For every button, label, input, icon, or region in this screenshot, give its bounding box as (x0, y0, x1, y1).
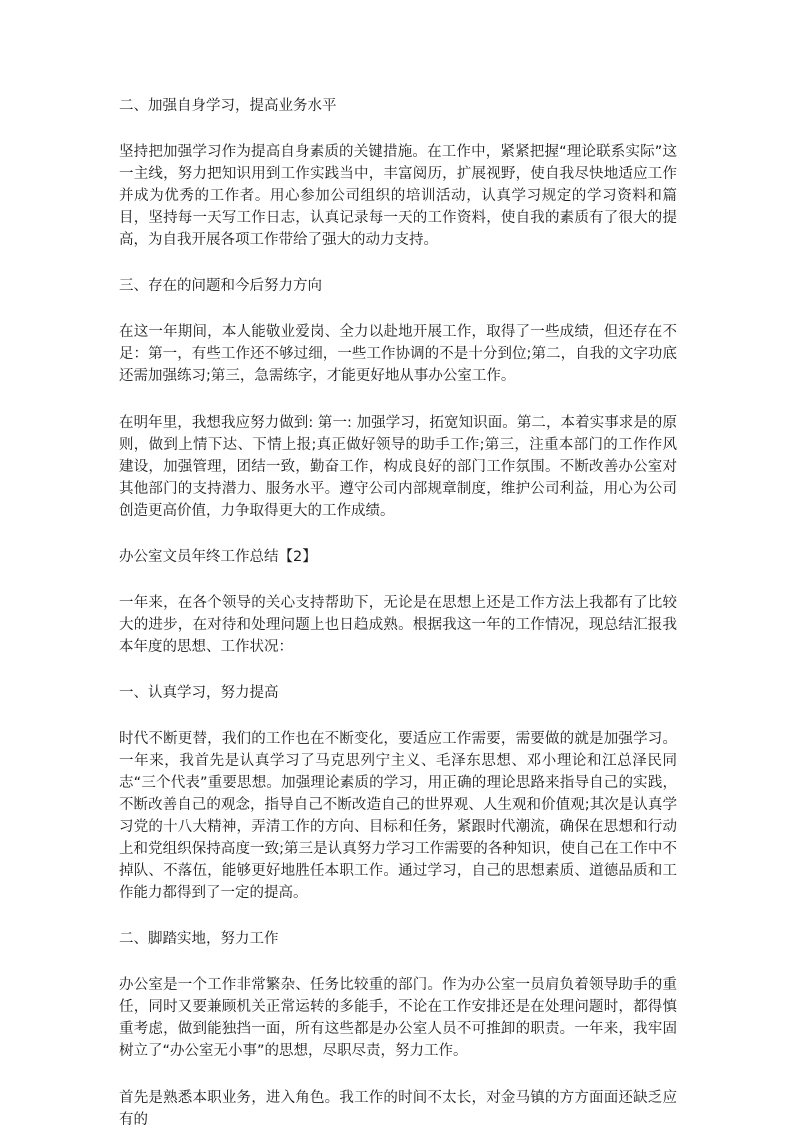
paragraph-intro-summary: 一年来，在各个领导的关心支持帮助下，无论是在思想上还是工作方法上我都有了比较大的进步，在对待和处理问题上也日趋成熟。根据我这一年的工作情况，现总结汇报我本年度的思想、工作状况： (119, 595, 677, 655)
section-heading-problems-direction: 三、存在的问题和今后努力方向 (119, 278, 322, 294)
paragraph-next-year-plan: 在明年里，我想我应努力做到: 第一: 加强学习，拓宽知识面。第二，本着实事求是的原则，做到上情下达、下情上报;真正做好领导的助手工作;第三，注重本部门的工作作风建设，加强管理，团结一致，勤奋工作，构成良好的部门工作氛围。不断改善办公室对其他部门的支持潜力、服务水平。遵守公司内部规章制度，维护公司利益，用心为公司创造更高价值，力争取得更大的工作成绩。 (119, 415, 677, 519)
section-heading-work-hard: 二、脚踏实地，努力工作 (119, 931, 279, 947)
document-subtitle-summary-2: 办公室文员年终工作总结【2】 (119, 549, 317, 565)
section-heading-strengthen-study: 二、加强自身学习，提高业务水平 (119, 98, 337, 114)
paragraph-study-details: 时代不断更替，我们的工作也在不断变化，要适应工作需要，需要做的就是加强学习。一年来，我首先是认真学习了马克思列宁主义、毛泽东思想、邓小理论和江总泽民同志“三个代表”重要思想。加强理论素质的学习，用正确的理论思路来指导自己的实践，不断改善自己的观念，指导自己不断改造自己的世界观、人生观和价值观;其次是认真学习党的十八大精神，弄清工作的方向、目标和任务，紧跟时代潮流，确保在思想和行动上和党组织保持高度一致;第三是认真努力学习工作需要的各种知识，使自己在工作中不掉队、不落伍，能够更好地胜任本职工作。通过学习，自己的思想素质、道德品质和工作能力都得到了一定的提高。 (119, 731, 677, 901)
section-heading-serious-study: 一、认真学习，努力提高 (119, 685, 279, 701)
document-page (119, 96, 677, 1131)
paragraph-shortcomings: 在这一年期间，本人能敬业爱岗、全力以赴地开展工作，取得了一些成绩，但还存在不足：第一，有些工作还不够过细，一些工作协调的不是十分到位;第二，自我的文字功底还需加强练习;第三，急需练字，才能更好地从事办公室工作。 (119, 324, 677, 384)
paragraph-study-measures: 坚持把加强学习作为提高自身素质的关键措施。在工作中，紧紧把握“理论联系实际”这一主线，努力把知识用到工作实践当中，丰富阅历，扩展视野，使自我尽快地适应工作并成为优秀的工作者。用心参加公司组织的培训活动，认真学习规定的学习资料和篇目，坚持每一天写工作日志，认真记录每一天的工作资料，使自我的素质有了很大的提高，为自我开展各项工作带给了强大的动力支持。 (119, 144, 677, 248)
paragraph-office-duties: 办公室是一个工作非常繁杂、任务比较重的部门。作为办公室一员肩负着领导助手的重任，同时又要兼顾机关正常运转的多能手，不论在工作安排还是在处理问题时，都得慎重考虑，做到能独挡一面，所有这些都是办公室人员不可推卸的职责。一年来，我牢固树立了“办公室无小事”的思想，尽职尽责，努力工作。 (119, 977, 677, 1059)
paragraph-familiarize-business: 首先是熟悉本职业务，进入角色。我工作的时间不太长，对金马镇的方方面面还缺乏应有的 (119, 1090, 677, 1128)
